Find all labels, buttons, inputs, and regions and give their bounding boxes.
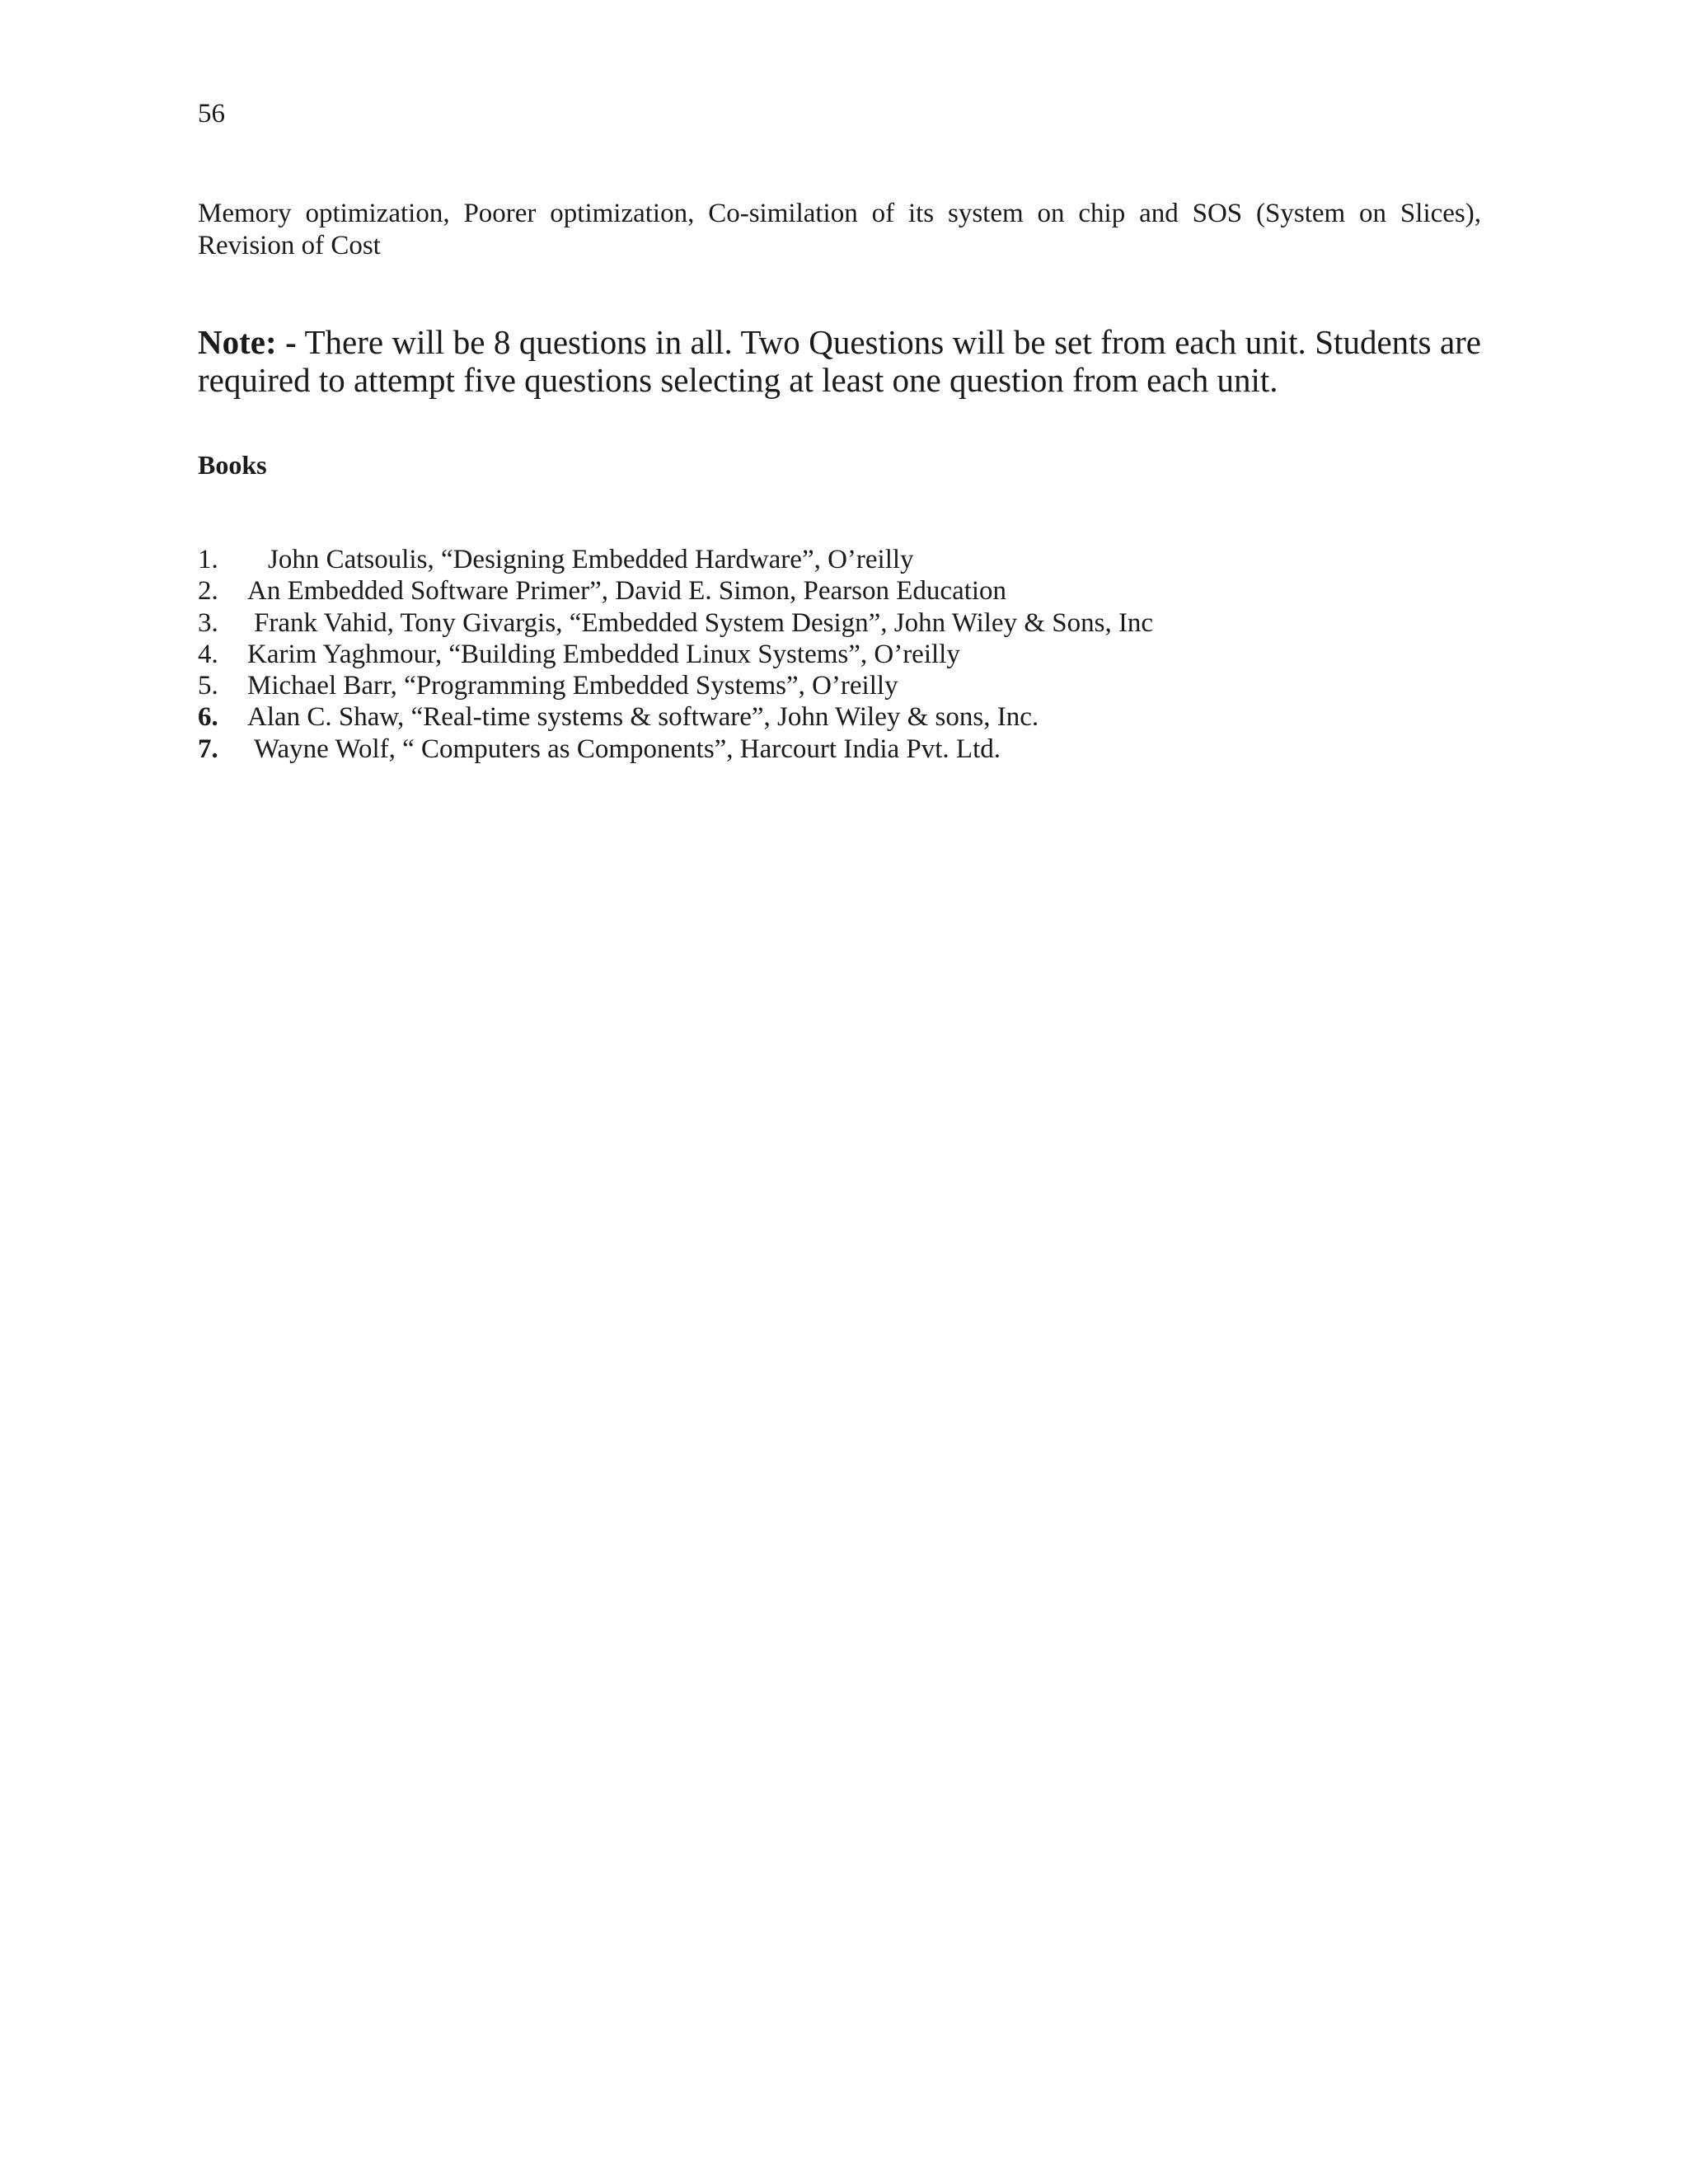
- exam-note: [198, 323, 1481, 399]
- book-citation: Alan C. Shaw, “Real-time systems & software”, John Wiley & sons, Inc.: [247, 702, 1039, 733]
- book-number: 5.: [198, 671, 218, 701]
- books-heading: Books: [198, 450, 267, 480]
- list-item: [198, 544, 1153, 575]
- book-number: 7.: [198, 733, 218, 764]
- note-text: There will be 8 questions in all. Two Questions will be set from each unit. Students are required to attempt five questions selecting at least one question from each unit.: [198, 323, 1481, 399]
- list-item: [198, 670, 1153, 701]
- list-item: [198, 607, 1153, 639]
- list-item: [198, 701, 1153, 733]
- book-citation: Frank Vahid, Tony Givargis, “Embedded System Design”, John Wiley & Sons, Inc: [254, 607, 1154, 638]
- page-number: 56: [198, 99, 225, 129]
- book-citation: Michael Barr, “Programming Embedded Systems”, O’reilly: [247, 671, 898, 701]
- book-citation: John Catsoulis, “Designing Embedded Hardware”, O’reilly: [268, 545, 914, 574]
- book-number: 2.: [198, 576, 218, 607]
- book-number: 3.: [198, 607, 218, 638]
- books-list: [198, 544, 1153, 765]
- list-item: [198, 733, 1153, 765]
- note-label: Note: -: [198, 323, 297, 361]
- book-citation: An Embedded Software Primer”, David E. Simon, Pearson Education: [247, 576, 1007, 607]
- book-citation: Wayne Wolf, “ Computers as Components”, Harcourt India Pvt. Ltd.: [254, 733, 1001, 764]
- book-number: 6.: [198, 702, 218, 733]
- book-citation: Karim Yaghmour, “Building Embedded Linux Systems”, O’reilly: [247, 639, 960, 669]
- list-item: [198, 639, 1153, 670]
- list-item: [198, 575, 1153, 607]
- book-number: 1.: [198, 545, 218, 574]
- syllabus-paragraph: Memory optimization, Poorer optimization, Co-similation of its system on chip and SOS (System on Slices), Revision of Cost: [198, 199, 1481, 260]
- book-number: 4.: [198, 639, 218, 669]
